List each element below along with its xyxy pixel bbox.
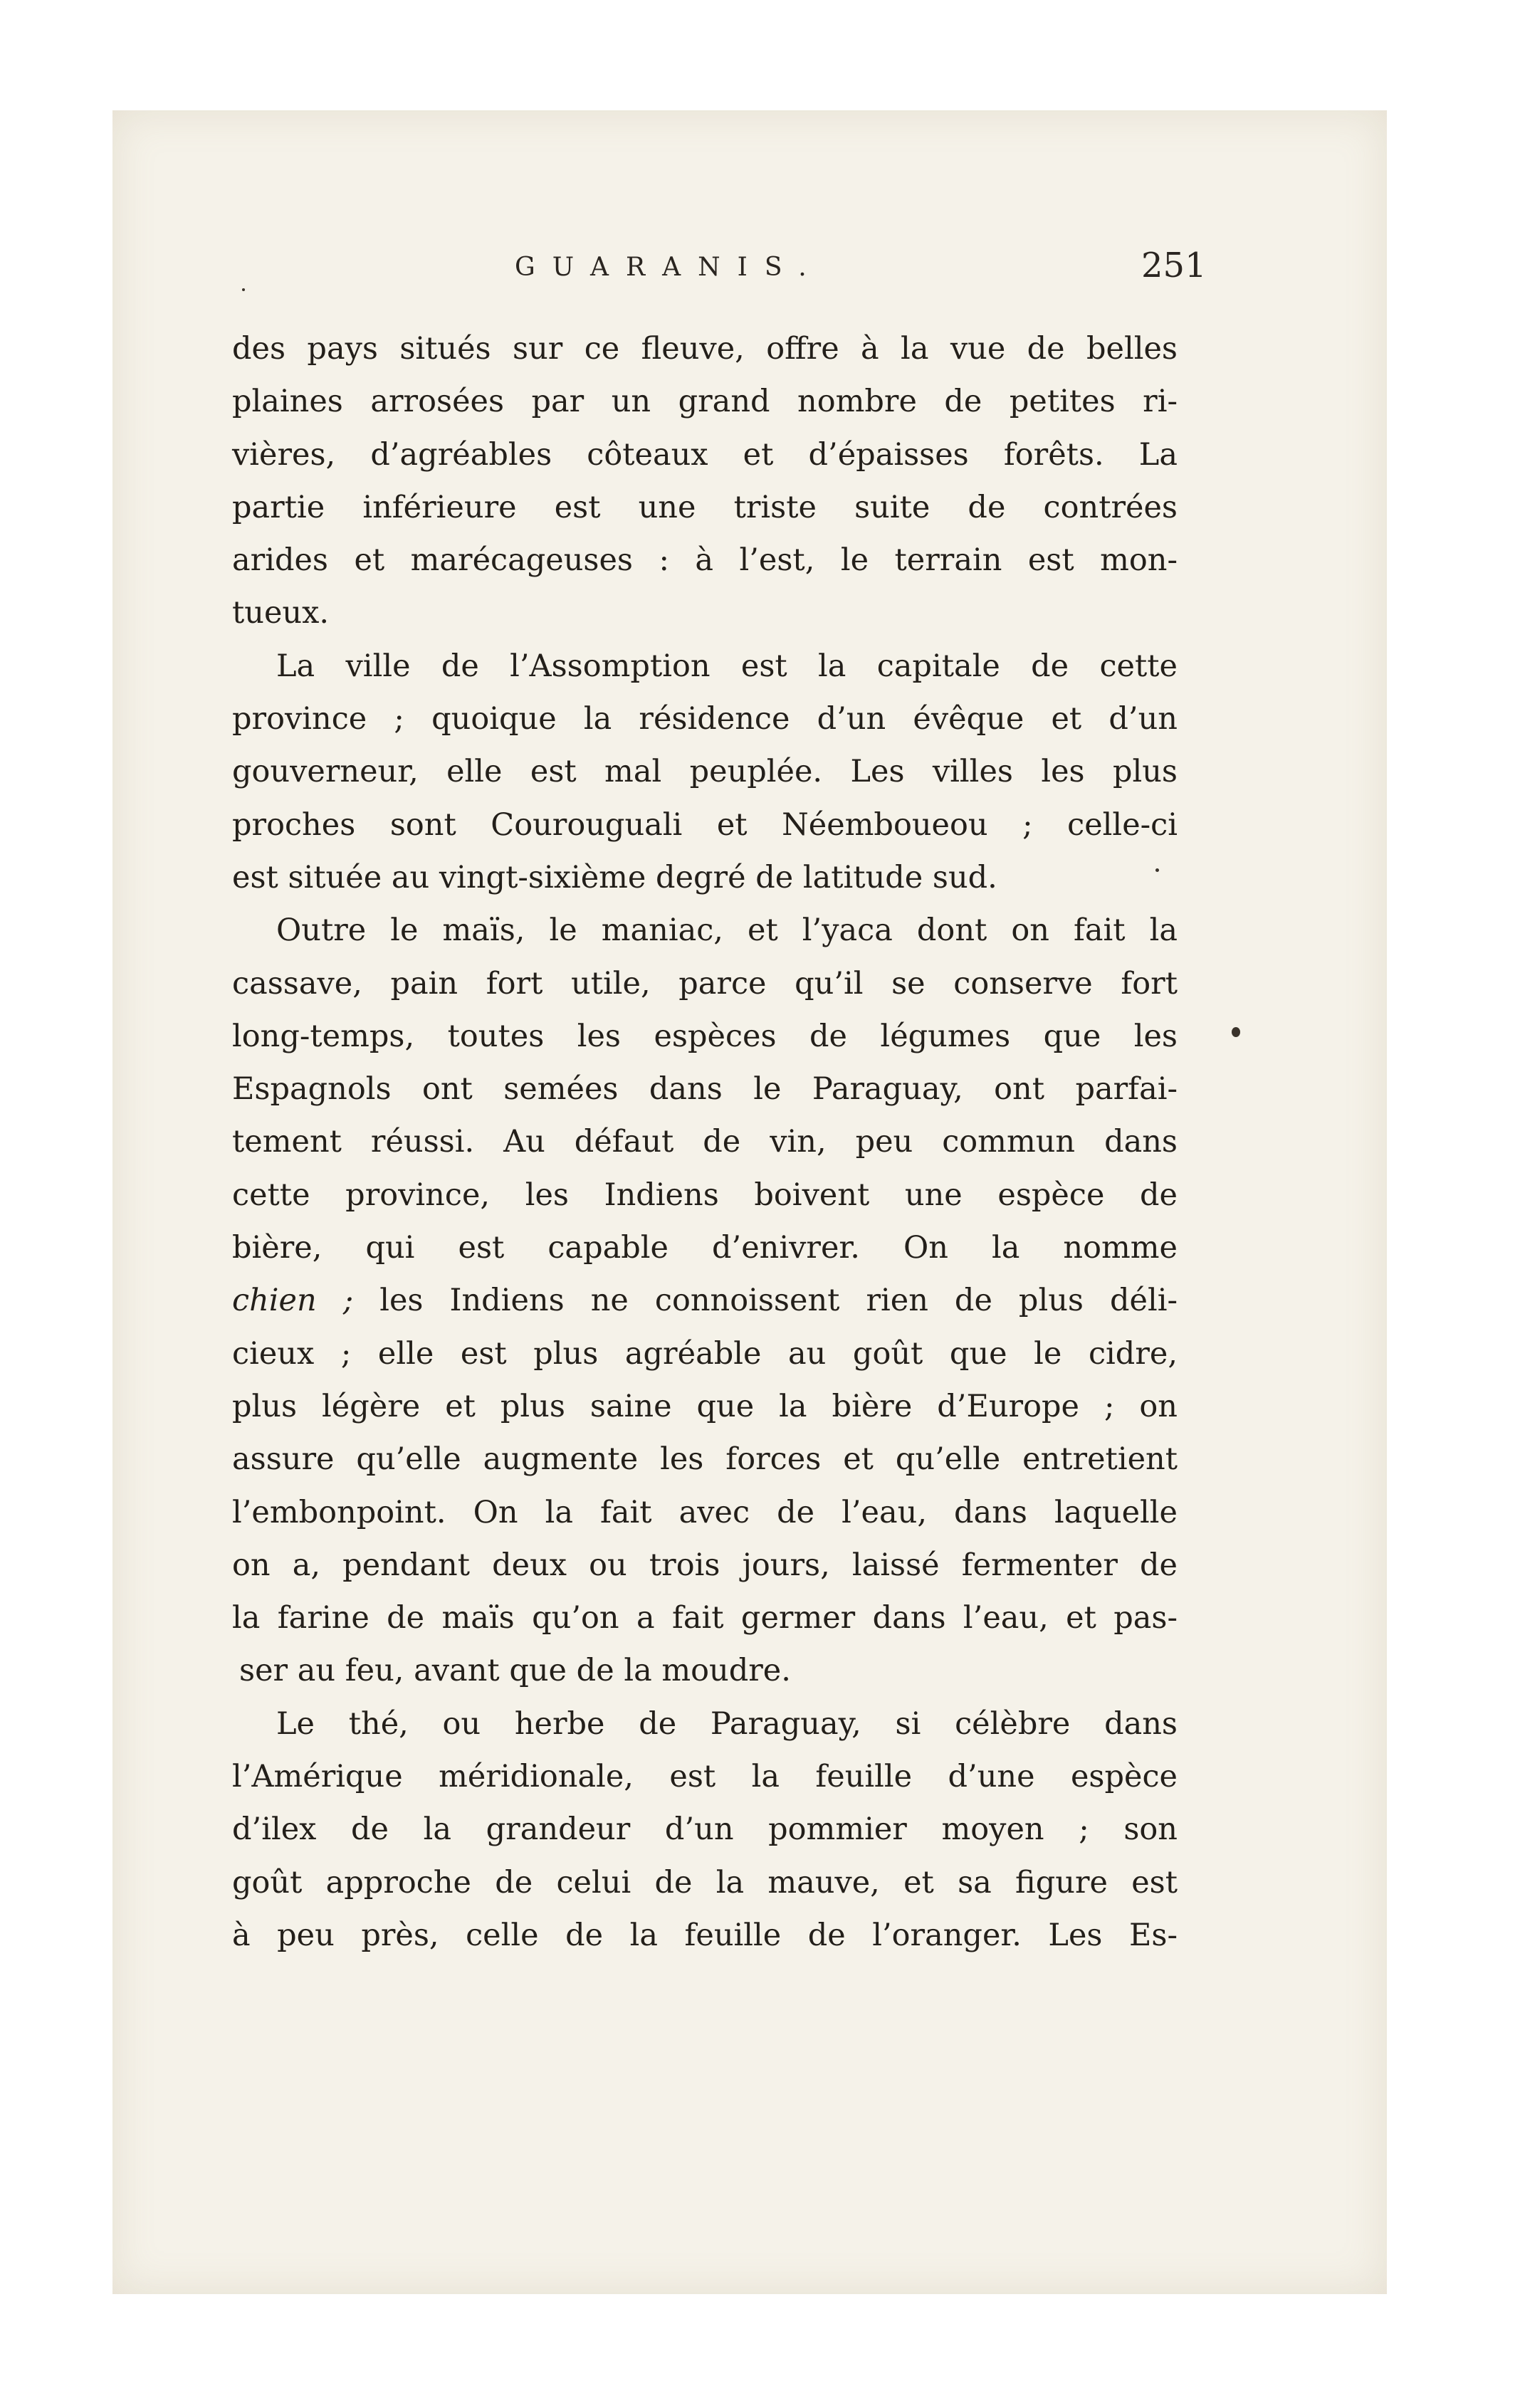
body-text (232, 322, 1178, 1962)
text-line: des pays situés sur ce fleuve, offre à la vue de belles (232, 331, 1178, 367)
paragraph-3 (232, 904, 1178, 1697)
paragraph-1 (232, 322, 1178, 640)
text-line: assure qu’elle augmente les forces et qu’elle entretient (232, 1441, 1178, 1478)
text-line: arides et marécageuses : à l’est, le terrain est mon- (232, 542, 1178, 579)
text-line: cieux ; elle est plus agréable au goût que le cidre, (232, 1335, 1178, 1372)
ink-speck (1232, 1027, 1240, 1037)
text-line: d’ilex de la grandeur d’un pommier moyen ; son (232, 1812, 1178, 1848)
text-line: tueux. (232, 595, 330, 631)
text-line: plaines arrosées par un grand nombre de petites ri- (232, 384, 1178, 420)
text-line: tement réussi. Au défaut de vin, peu commun dans (232, 1124, 1178, 1160)
text-line: long-temps, toutes les espèces de légumes que les (232, 1018, 1178, 1054)
text-line: Espagnols ont semées dans le Paraguay, ont parfai- (232, 1071, 1178, 1108)
text-line: Outre le maïs, le maniac, et l’yaca dont on fait la (276, 913, 1178, 949)
text-line: province ; quoique la résidence d’un évêque et d’un (232, 701, 1178, 737)
text-line: à peu près, celle de la feuille de l’oranger. Les Es- (232, 1917, 1178, 1953)
text-line: Le thé, ou herbe de Paraguay, si célèbre dans (276, 1705, 1178, 1742)
text-line: partie inférieure est une triste suite de contrées (232, 489, 1178, 525)
text-line: bière, qui est capable d’enivrer. On la nomme (232, 1230, 1178, 1266)
text-line: plus légère et plus saine que la bière d’Europe ; on (232, 1388, 1178, 1424)
text-line: est située au vingt-sixième degré de latitude sud. (232, 859, 997, 895)
running-title: GUARANIS. (515, 253, 824, 282)
ink-speck (1155, 868, 1159, 872)
text-line: cette province, les Indiens boivent une espèce de (232, 1177, 1178, 1213)
text-line: cassave, pain fort utile, parce qu’il se conserve fort (232, 965, 1178, 1001)
ink-speck (242, 288, 245, 291)
page-header (112, 246, 1387, 295)
book-page (112, 110, 1387, 2294)
text-line: La ville de l’Assomption est la capitale de cette (276, 648, 1178, 684)
text-line: vières, d’agréables côteaux et d’épaisses forêts. La (232, 436, 1178, 473)
text-line: on a, pendant deux ou trois jours, laissé fermenter de (232, 1547, 1178, 1583)
page-number: 251 (1141, 246, 1207, 285)
paragraph-4 (232, 1698, 1178, 1962)
paragraph-2 (232, 640, 1178, 904)
text-line: gouverneur, elle est mal peuplée. Les villes les plus (232, 754, 1178, 790)
text-line: l’Amérique méridionale, est la feuille d’une espèce (232, 1759, 1178, 1795)
text-line: goût approche de celui de la mauve, et sa figure est (232, 1864, 1178, 1900)
text-line: ser au feu, avant que de la moudre. (239, 1653, 791, 1689)
text-line: la farine de maïs qu’on a fait germer dans l’eau, et pas- (232, 1600, 1178, 1636)
italic-word: chien ; (232, 1283, 354, 1319)
text-line: proches sont Courouguali et Néemboueou ; celle-ci (232, 806, 1178, 843)
text-line: chien ; les Indiens ne connoissent rien de plus déli- (232, 1283, 1178, 1319)
text-line: l’embonpoint. On la fait avec de l’eau, dans laquelle (232, 1494, 1178, 1530)
